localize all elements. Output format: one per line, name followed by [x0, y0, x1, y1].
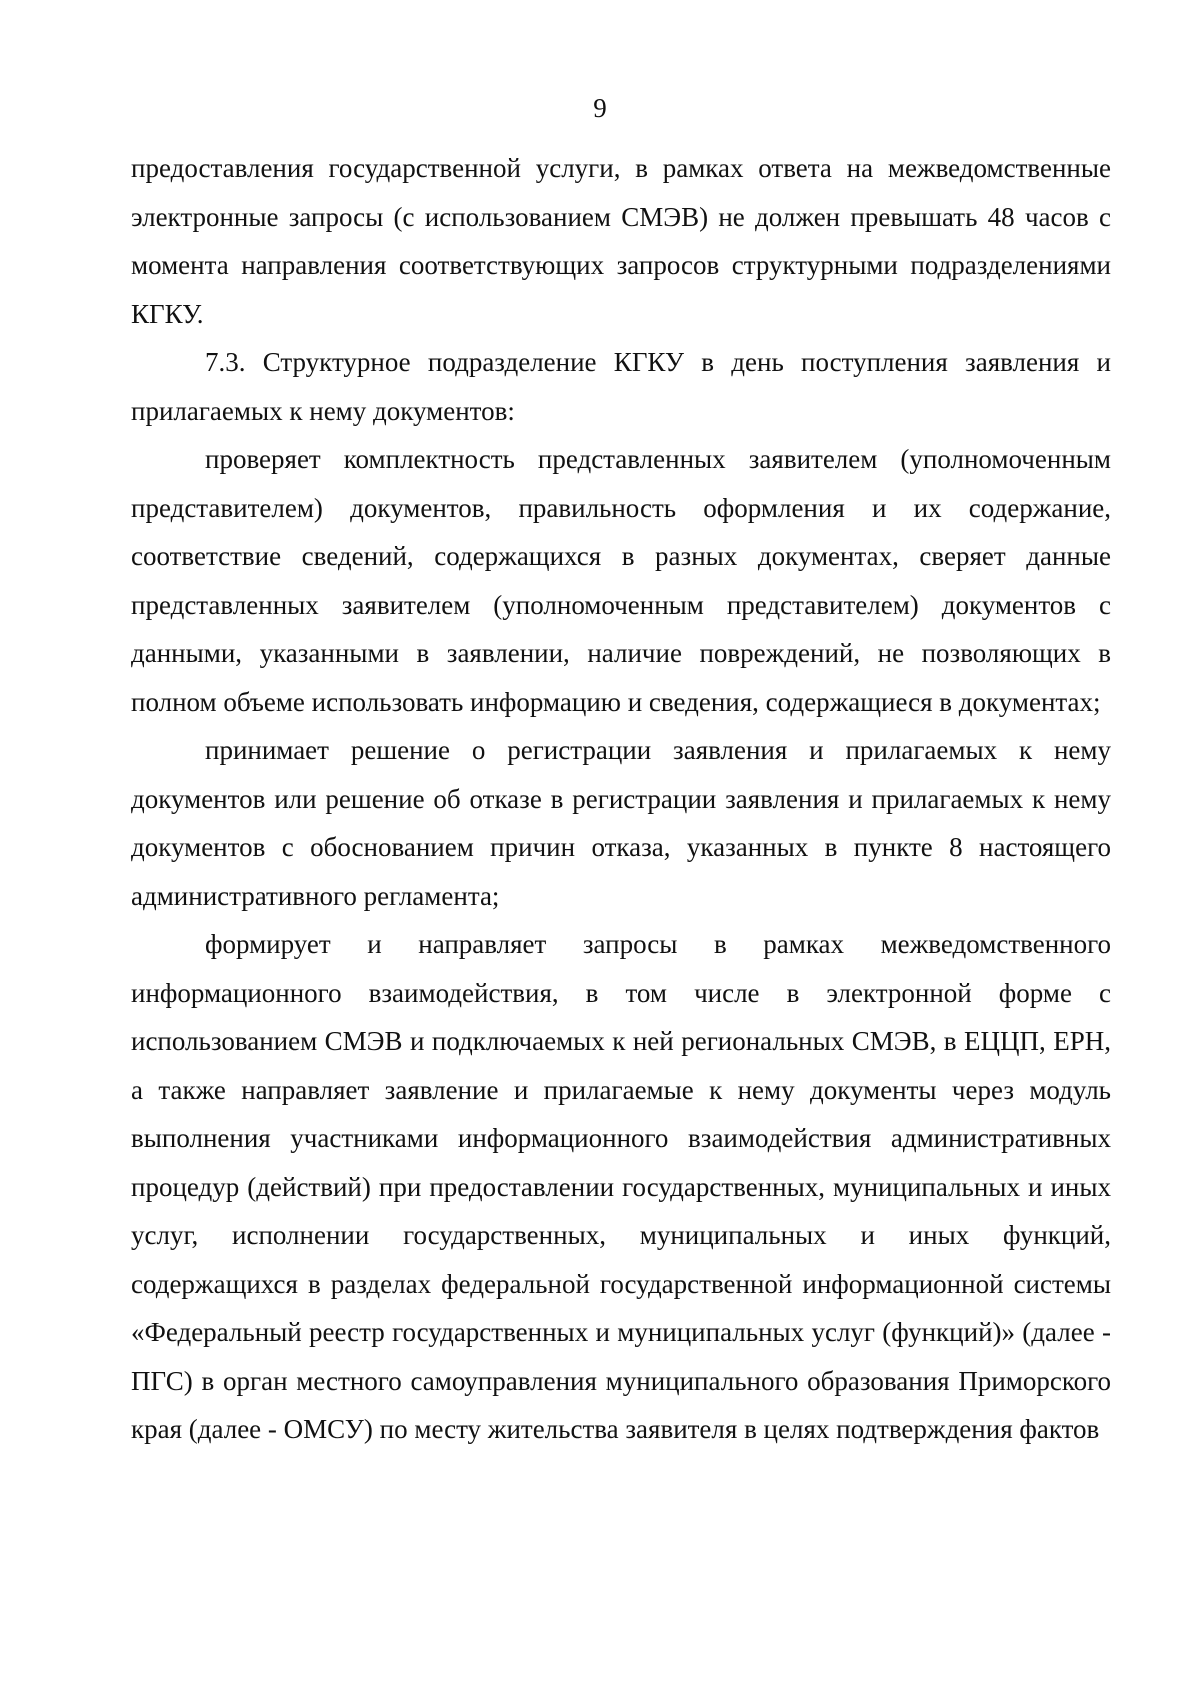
paragraph-interagency-requests: формирует и направляет запросы в рамках межведомственного информационного взаимодействия, в том числе в электронной форме с использованием СМЭВ и подключаемых к ней региональных СМЭВ, в ЕЦЦП, ЕРН, а также направляет заявление и прилагаемые к нему документы через модуль выполнения участниками информационного взаимодействия административных процедур (действий) при предоставлении государственных, муниципальных и иных услуг, исполнении государственных, муниципальных и иных функций, содержащихся в разделах федеральной государственной информационной системы «Федеральный реестр государственных и муниципальных услуг (функций)» (далее - ПГС) в орган местного самоуправления муниципального образования Приморского края (далее - ОМСУ) по месту жительства заявителя в целях подтверждения фактов: [131, 929, 1111, 1444]
page-number: 9: [593, 93, 607, 123]
paragraph-registration-decision: принимает решение о регистрации заявления и прилагаемых к нему документов или решение об отказе в регистрации заявления и прилагаемых к нему документов с обоснованием причин отказа, указанных в пункте 8 настоящего административного регламента;: [131, 735, 1111, 911]
paragraph-continuation: предоставления государственной услуги, в рамках ответа на межведомственные электронные запросы (с использованием СМЭВ) не должен превышать 48 часов с момента направления соответствующих запросов структурными подразделениями КГКУ.: [131, 153, 1111, 329]
paragraph-checks-completeness: проверяет комплектность представленных заявителем (уполномоченным представителем) документов, правильность оформления и их содержание, соответствие сведений, содержащихся в разных документах, сверяет данные представленных заявителем (уполномоченным представителем) документов с данными, указанными в заявлении, наличие повреждений, не позволяющих в полном объеме использовать информацию и сведения, содержащиеся в документах;: [131, 444, 1111, 717]
paragraph-7-3: 7.3. Структурное подразделение КГКУ в день поступления заявления и прилагаемых к нему документов:: [131, 347, 1111, 426]
document-body: [131, 144, 1111, 1454]
